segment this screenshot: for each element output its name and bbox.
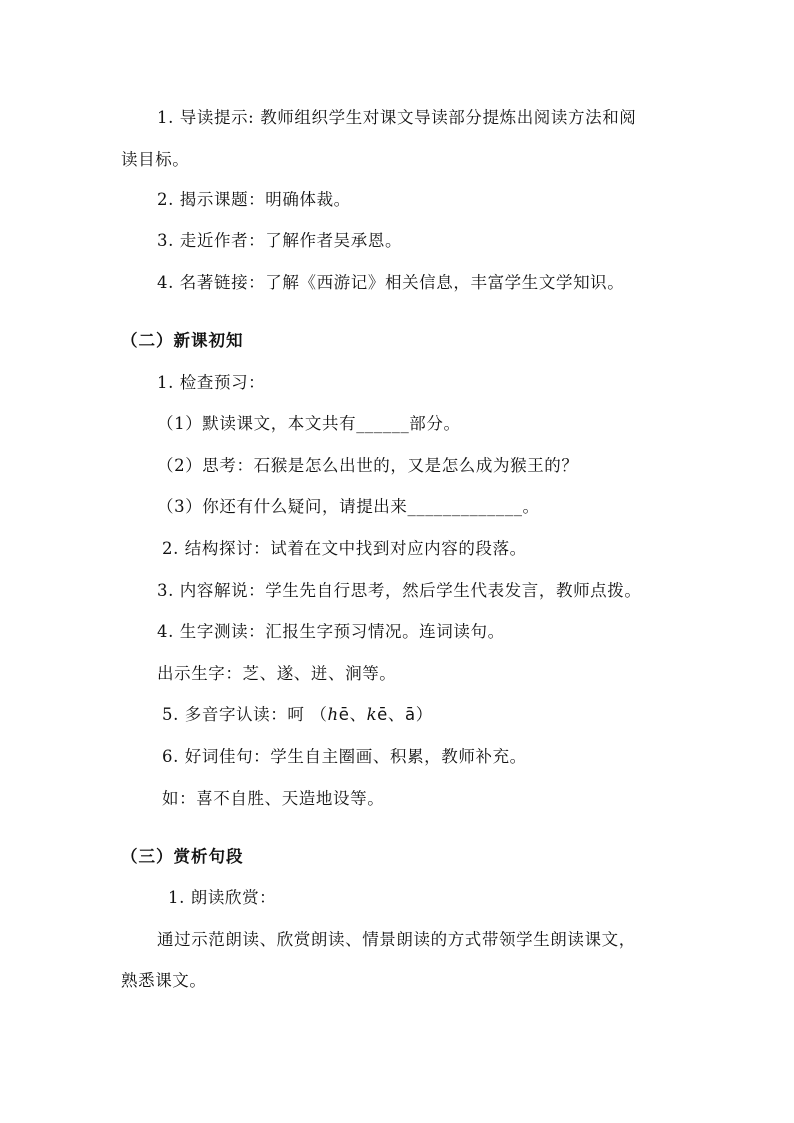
content-line: 3. 内容解说：学生先自行思考，然后学生代表发言，教师点拨。	[157, 581, 642, 600]
show-characters-line: 出示生字：芝、遂、迸、涧等。	[157, 664, 397, 683]
section-heading-new-lesson: （二）新课初知	[121, 331, 244, 350]
preview-check-line: 1. 检查预习：	[157, 373, 266, 392]
guide-hint-continuation: 读目标。	[121, 150, 190, 169]
question-3-line: （3）你还有什么疑问，请提出来_____________。	[157, 497, 540, 516]
question-2-line: （2）思考：石猴是怎么出世的，又是怎么成为猴王的？	[157, 456, 579, 475]
polyphone-pinyin: （hē、kē、ā）	[310, 705, 433, 724]
reveal-topic-line: 2. 揭示课题：明确体裁。	[157, 190, 351, 209]
example-line: 如：喜不自胜、天造地设等。	[162, 789, 385, 808]
structure-line: 2. 结构探讨：试着在文中找到对应内容的段落。	[162, 539, 527, 558]
new-words-line: 4. 生字测读：汇报生字预习情况。连词读句。	[157, 622, 505, 641]
reading-method-continuation: 熟悉课文。	[121, 971, 207, 990]
good-words-line: 6. 好词佳句：学生自主圈画、积累，教师补充。	[162, 747, 527, 766]
reading-method-line: 通过示范朗读、欣赏朗读、情景朗读的方式带领学生朗读课文，	[157, 930, 636, 949]
classic-link-line: 4. 名著链接：了解《西游记》相关信息，丰富学生文学知识。	[157, 273, 625, 292]
section-heading-appreciation: （三）赏析句段	[121, 847, 244, 866]
author-line: 3. 走近作者：了解作者吴承恩。	[157, 231, 403, 250]
polyphone-line	[162, 704, 433, 726]
reading-appreciation-line: 1. 朗读欣赏：	[168, 888, 277, 907]
polyphone-label: 5. 多音字认读：呵	[162, 705, 305, 724]
guide-hint-line: 1. 导读提示: 教师组织学生对课文导读部分提炼出阅读方法和阅	[157, 108, 637, 127]
question-1-line: （1）默读课文，本文共有______部分。	[157, 414, 461, 433]
